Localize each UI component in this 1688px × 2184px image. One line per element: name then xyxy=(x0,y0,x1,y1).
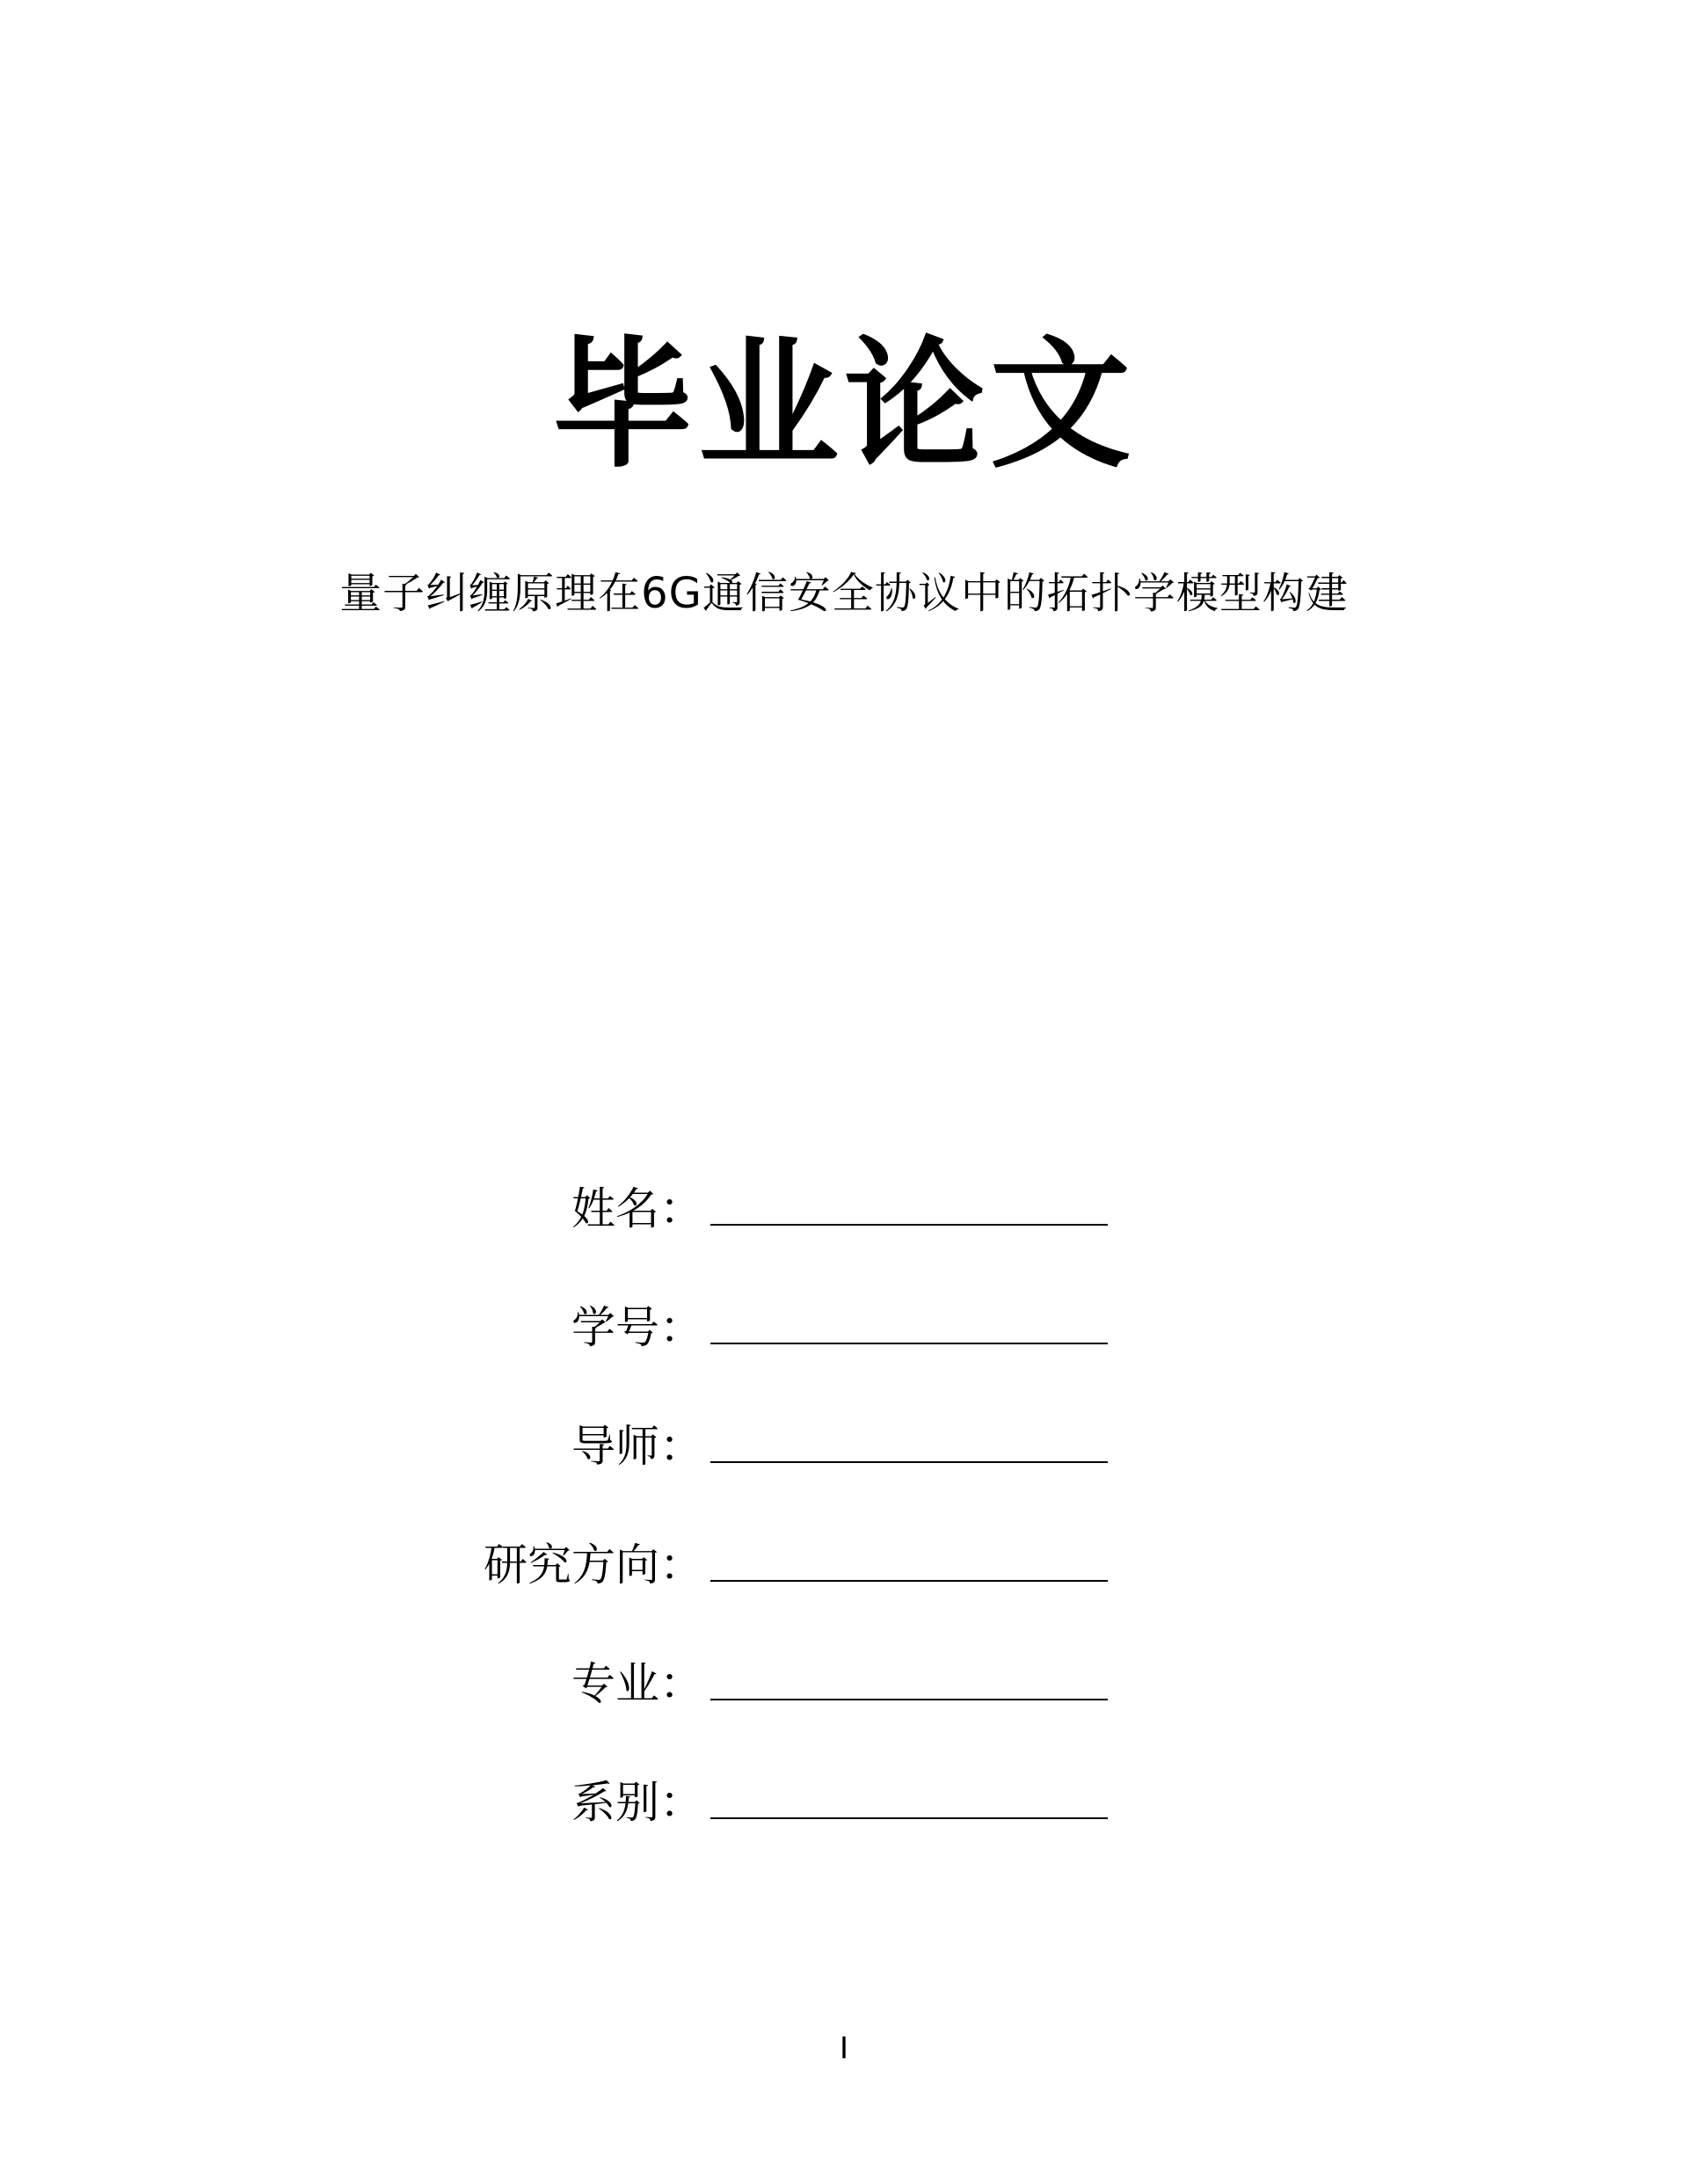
field-label-department: 系别： xyxy=(571,1777,703,1828)
major-blank-line xyxy=(710,1699,1108,1700)
field-label-research-direction: 研究方向： xyxy=(484,1540,703,1591)
field-student-id xyxy=(0,1297,1688,1358)
field-label-student-id: 学号： xyxy=(571,1302,703,1353)
thesis-topic: 量子纠缠原理在6G通信安全协议中的拓扑学模型构建 xyxy=(339,569,1349,618)
department-blank-line xyxy=(710,1817,1108,1819)
field-advisor xyxy=(0,1416,1688,1477)
field-label-name: 姓名： xyxy=(571,1183,703,1234)
student-id-blank-line xyxy=(710,1343,1108,1344)
name-blank-line xyxy=(710,1224,1108,1226)
research-direction-blank-line xyxy=(710,1580,1108,1582)
page-number: I xyxy=(839,2031,849,2066)
field-label-major: 专业： xyxy=(571,1658,703,1709)
field-department xyxy=(0,1772,1688,1833)
field-label-advisor: 导师： xyxy=(571,1421,703,1472)
field-research-direction xyxy=(0,1534,1688,1596)
field-major xyxy=(0,1653,1688,1714)
field-name xyxy=(0,1178,1688,1240)
page-title: 毕业论文 xyxy=(551,322,1136,487)
advisor-blank-line xyxy=(710,1461,1108,1463)
